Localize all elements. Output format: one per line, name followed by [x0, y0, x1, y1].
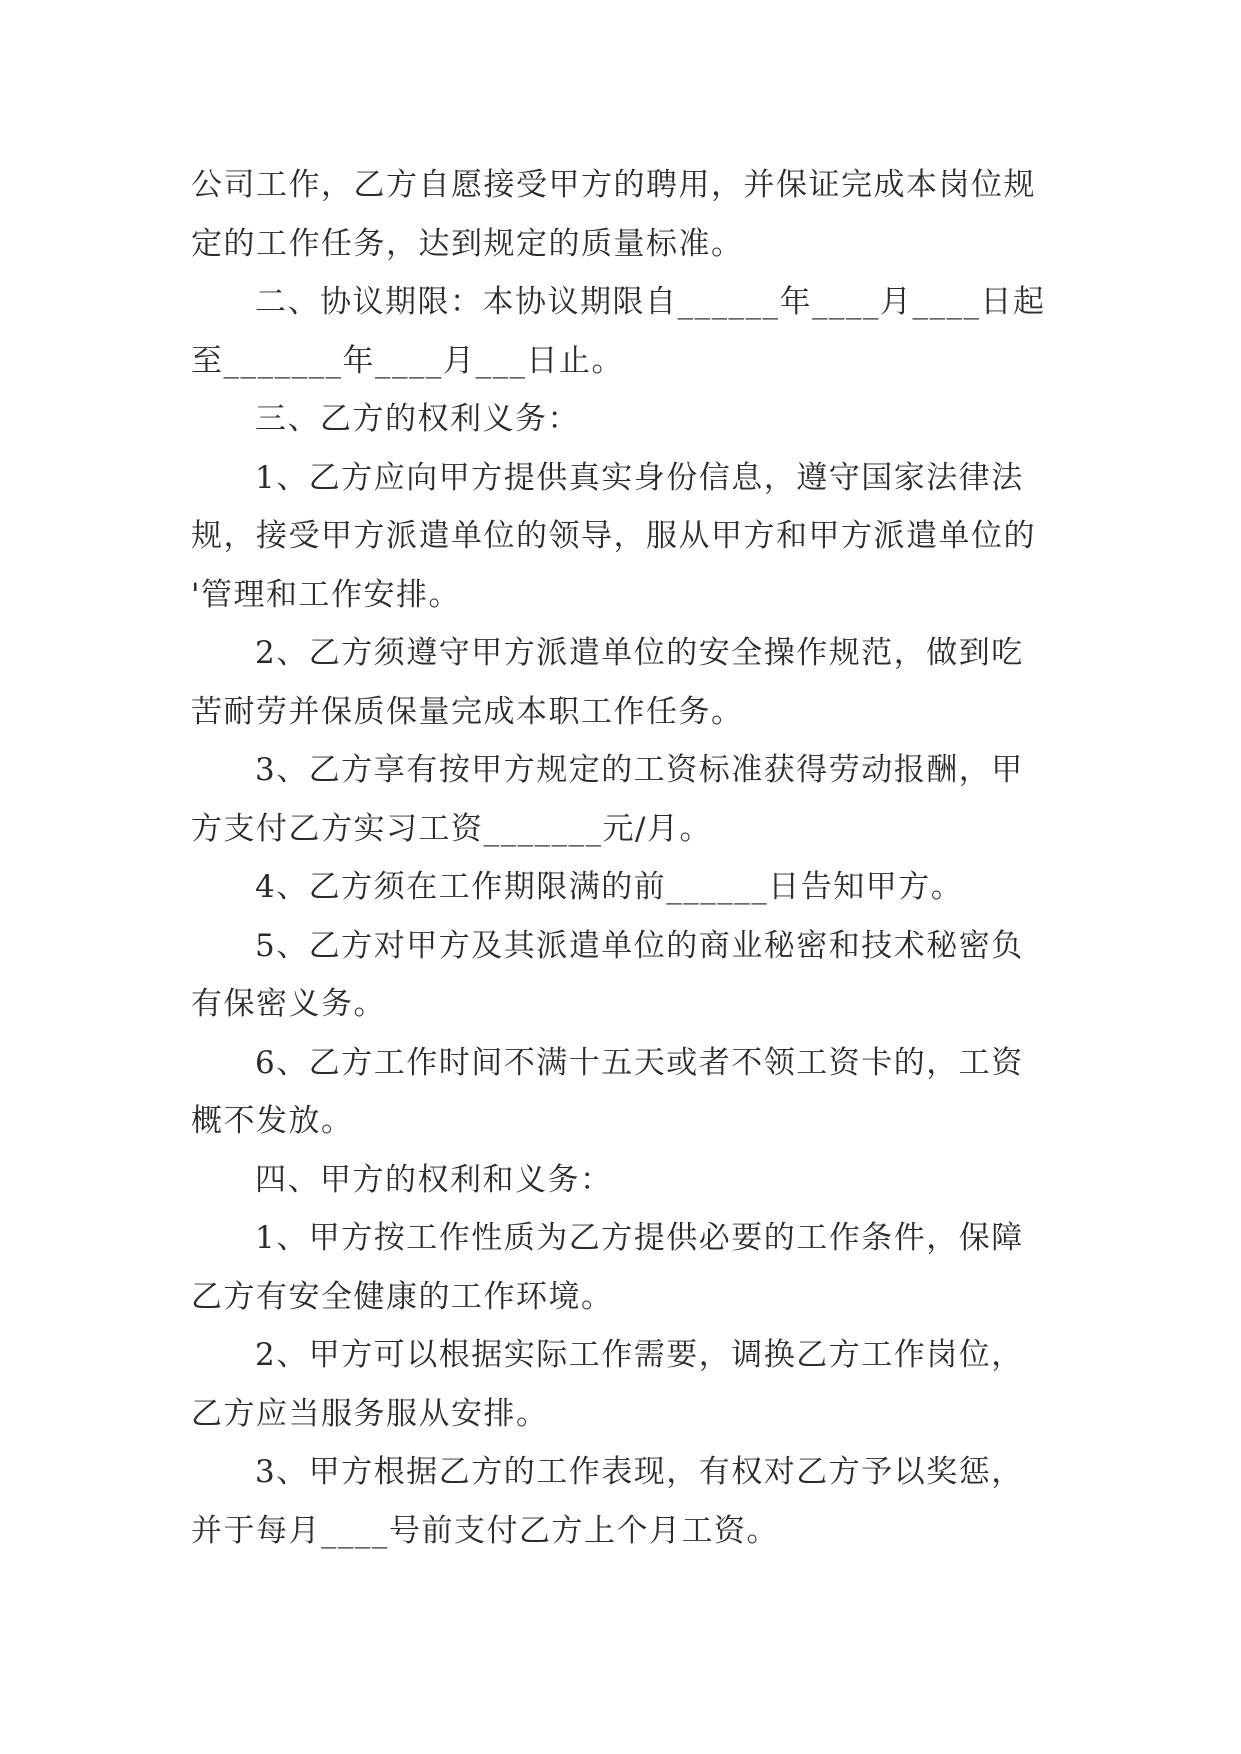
paragraph-agreement-term	[191, 273, 1051, 390]
text-line: 三、乙方的权利义务：	[255, 401, 580, 437]
text-line: '管理和工作安排。	[191, 576, 462, 613]
clause-a-2	[191, 1326, 1051, 1443]
clause-b-1	[191, 449, 1051, 625]
text-line: 2、乙方须遵守甲方派遣单位的安全操作规范，做到吃	[255, 635, 1024, 671]
clause-b-3	[191, 741, 1051, 858]
text-line: 3、乙方享有按甲方规定的工资标准获得劳动报酬，甲	[255, 752, 1024, 788]
clause-b-5	[191, 917, 1051, 1034]
text-line: 1、乙方应向甲方提供真实身份信息，遵守国家法律法	[255, 459, 1024, 496]
text-line: 乙方应当服务服从安排。	[191, 1395, 549, 1432]
text-line: 有保密义务。	[191, 986, 386, 1022]
clause-a-1	[191, 1209, 1051, 1326]
clause-b-6	[191, 1034, 1051, 1151]
section-heading-party-b-rights	[191, 390, 1051, 449]
clause-b-4	[191, 858, 1051, 917]
text-line: 四、甲方的权利和义务：	[255, 1161, 613, 1198]
section-heading-party-a-rights	[191, 1151, 1051, 1210]
clause-b-2	[191, 624, 1051, 741]
text-line: 概不发放。	[191, 1103, 354, 1139]
clause-a-3	[191, 1443, 1051, 1560]
text-line: 4、乙方须在工作期限满的前______日告知甲方。	[255, 869, 964, 905]
text-line: 并于每月____号前支付乙方上个月工资。	[191, 1512, 779, 1549]
text-line: 二、协议期限：本协议期限自______年____月____日起	[255, 284, 1046, 320]
text-line: 6、乙方工作时间不满十五天或者不领工资卡的，工资	[255, 1044, 1024, 1081]
text-line: 规，接受甲方派遣单位的领导，服从甲方和甲方派遣单位的	[191, 518, 1036, 554]
text-line: 定的工作任务，达到规定的质量标准。	[191, 225, 744, 262]
text-line: 5、乙方对甲方及其派遣单位的商业秘密和技术秘密负	[255, 927, 1024, 964]
document-body	[191, 156, 1051, 1560]
text-line: 2、甲方可以根据实际工作需要，调换乙方工作岗位，	[255, 1337, 1024, 1373]
text-line: 方支付乙方实习工资_______元/月。	[191, 810, 712, 847]
text-line: 乙方有安全健康的工作环境。	[191, 1278, 614, 1315]
text-line: 公司工作，乙方自愿接受甲方的聘用，并保证完成本岗位规	[191, 167, 1036, 203]
paragraph-employment-acceptance	[191, 156, 1051, 273]
text-line: 1、甲方按工作性质为乙方提供必要的工作条件，保障	[255, 1220, 1024, 1256]
text-line: 至_______年____月___日止。	[191, 342, 624, 379]
text-line: 3、甲方根据乙方的工作表现，有权对乙方予以奖惩，	[255, 1454, 1024, 1490]
text-line: 苦耐劳并保质保量完成本职工作任务。	[191, 693, 744, 730]
